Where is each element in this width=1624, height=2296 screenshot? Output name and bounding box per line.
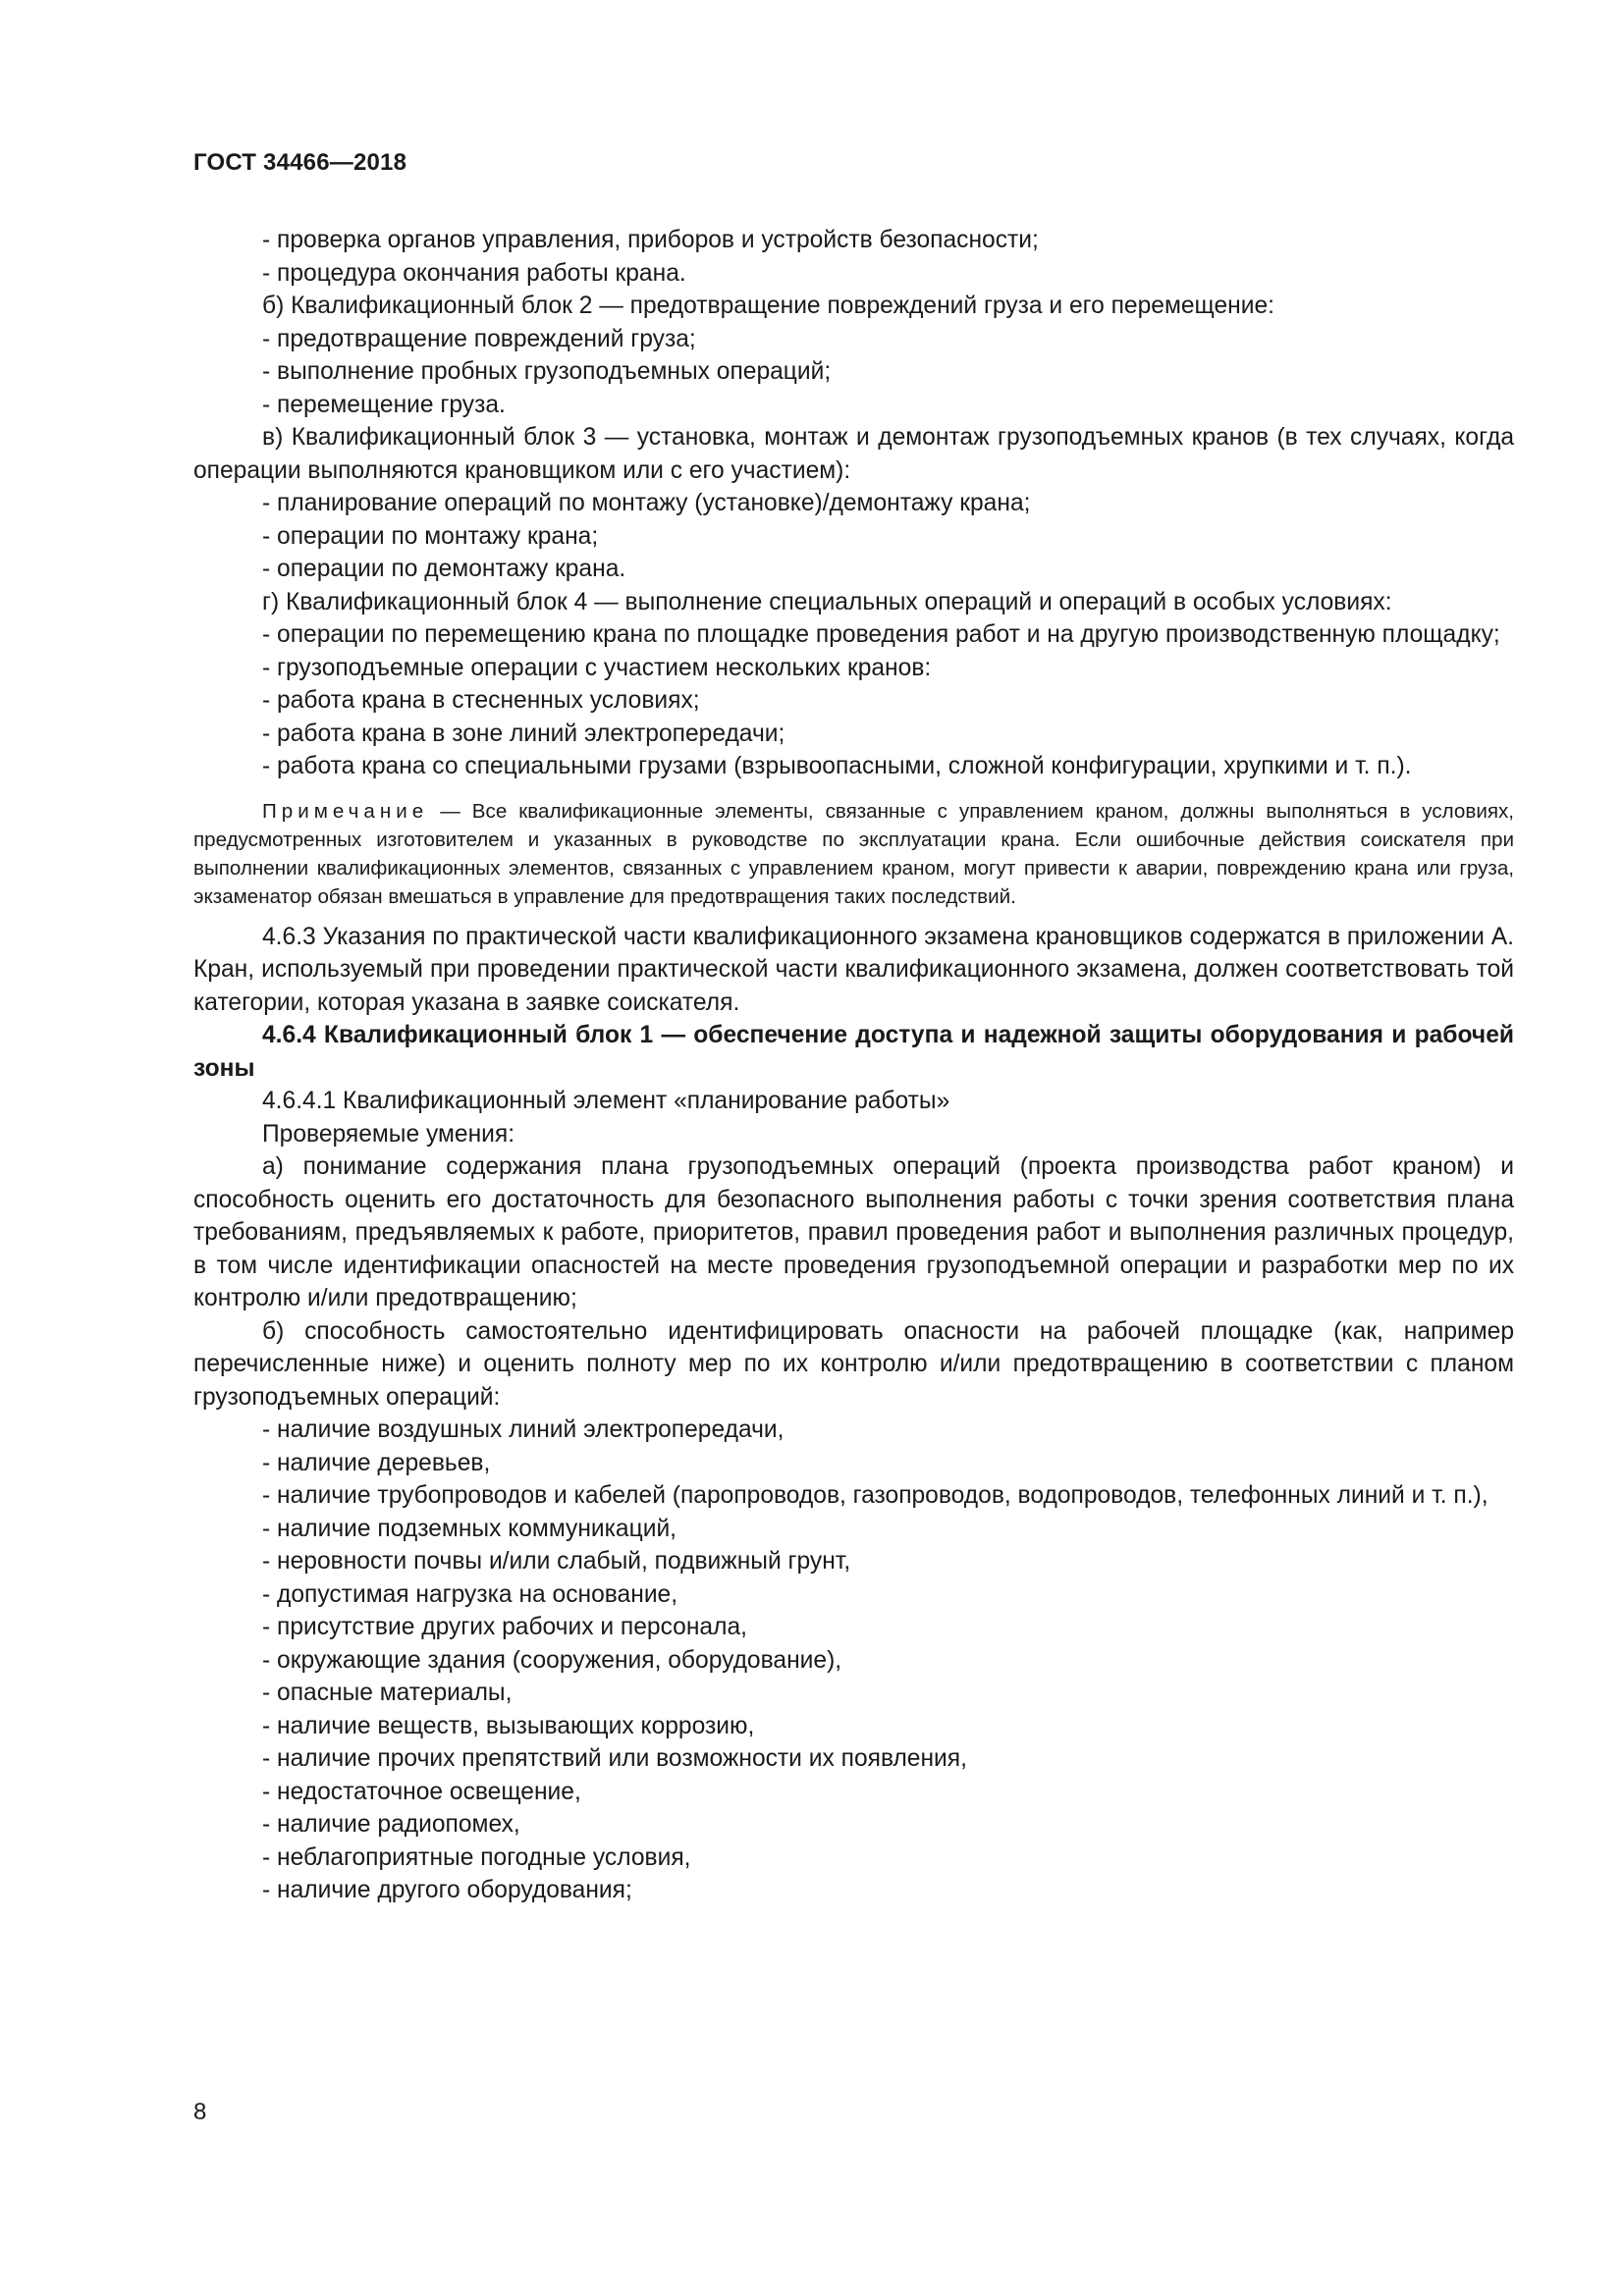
paragraph: 4.6.4 Квалификационный блок 1 — обеспечение доступа и надежной защиты оборудования и рабочей зоны: [193, 1022, 1514, 1082]
paragraph: - грузоподъемные операции с участием нескольких кранов:: [262, 654, 932, 681]
paragraph: - работа крана со специальными грузами (взрывоопасными, сложной конфигурации, хрупкими и т. п.).: [262, 753, 1412, 779]
document-body: [193, 224, 1514, 1907]
paragraph: - перемещение груза.: [262, 391, 506, 418]
paragraph: - неровности почвы и/или слабый, подвижный грунт,: [262, 1548, 851, 1575]
paragraph: - окружающие здания (сооружения, оборудование),: [262, 1646, 842, 1674]
paragraph: г) Квалификационный блок 4 — выполнение специальных операций и операций в особых условиях:: [262, 588, 1392, 615]
paragraph: - предотвращение повреждений груза;: [262, 325, 696, 352]
paragraph: - наличие трубопроводов и кабелей (паропроводов, газопроводов, водопроводов, телефонных линий и т. п.),: [262, 1482, 1489, 1509]
paragraph: - наличие веществ, вызывающих коррозию,: [262, 1712, 755, 1739]
paragraph: - операции по перемещению крана по площадке проведения работ и на другую производственную площадку;: [262, 621, 1500, 648]
list-block-bottom: [193, 921, 1514, 1907]
paragraph: - операции по демонтажу крана.: [262, 556, 626, 582]
document-header: ГОСТ 34466—2018: [193, 149, 407, 176]
note-text: — Все квалификационные элементы, связанные с управлением краном, должны выполняться в условиях, предусмотренных изготовителем и указанных в руководстве по эксплуатации крана. Если ошибочные действия соискателя при выполнении квалификационных элементов, связанных с управлением краном, могут привести к аварии, повреждению крана или груза, экзаменатор обязан вмешаться в управление для предотвращения таких последствий.: [193, 799, 1514, 908]
paragraph: - планирование операций по монтажу (установке)/демонтажу крана;: [262, 490, 1031, 516]
paragraph: - неблагоприятные погодные условия,: [262, 1843, 691, 1871]
paragraph: б) Квалификационный блок 2 — предотвращение повреждений груза и его перемещение:: [262, 293, 1275, 319]
paragraph: - операции по монтажу крана;: [262, 522, 599, 550]
paragraph: - присутствие других рабочих и персонала,: [262, 1614, 747, 1640]
paragraph: - наличие деревьев,: [262, 1449, 491, 1476]
paragraph: 4.6.3 Указания по практической части квалификационного экзамена крановщиков содержатся в приложении А. Кран, используемый при проведении практической части квалификационного экзамена, должен соответствовать той категории, которая указана в заявке соискателя.: [193, 923, 1514, 1016]
paragraph: - недостаточное освещение,: [262, 1778, 581, 1805]
paragraph: б) способность самостоятельно идентифицировать опасности на рабочей площадке (как, например перечисленные ниже) и оценить полноту мер по их контролю и/или предотвращению в соответствии с планом грузоподъемных операций:: [193, 1317, 1514, 1411]
page-number: 8: [193, 2099, 207, 2125]
paragraph: - процедура окончания работы крана.: [262, 259, 686, 287]
paragraph: в) Квалификационный блок 3 — установка, монтаж и демонтаж грузоподъемных кранов (в тех случаях, когда операции выполняются крановщиком или с его участием):: [193, 424, 1514, 484]
paragraph: - работа крана в зоне линий электропередачи;: [262, 720, 785, 747]
paragraph: - опасные материалы,: [262, 1680, 513, 1706]
paragraph: - наличие другого оборудования;: [262, 1877, 632, 1903]
paragraph: Проверяемые умения:: [262, 1120, 515, 1148]
paragraph: 4.6.4.1 Квалификационный элемент «планирование работы»: [262, 1088, 950, 1114]
paragraph: - выполнение пробных грузоподъемных операций;: [262, 358, 832, 385]
list-block-top: [193, 224, 1514, 783]
paragraph: - наличие радиопомех,: [262, 1811, 520, 1838]
paragraph: - работа крана в стесненных условиях;: [262, 687, 700, 714]
paragraph: - наличие воздушных линий электропередачи,: [262, 1416, 785, 1443]
paragraph: - наличие прочих препятствий или возможности их появления,: [262, 1745, 967, 1772]
paragraph: - наличие подземных коммуникаций,: [262, 1515, 677, 1542]
paragraph: - допустимая нагрузка на основание,: [262, 1580, 678, 1608]
note-label: Примечание: [262, 799, 429, 823]
paragraph: - проверка органов управления, приборов и устройств безопасности;: [262, 227, 1039, 253]
note-paragraph: [193, 797, 1514, 911]
paragraph: а) понимание содержания плана грузоподъемных операций (проекта производства работ краном) и способность оценить его достаточность для безопасного выполнения работы с точки зрения соответствия плана требованиям, предъявляемых к работе, приоритетов, правил проведения работ и выполнения различных процедур, в том числе идентификации опасностей на месте проведения грузоподъемной операции и разработки мер по их контролю и/или предотвращению;: [193, 1153, 1514, 1311]
